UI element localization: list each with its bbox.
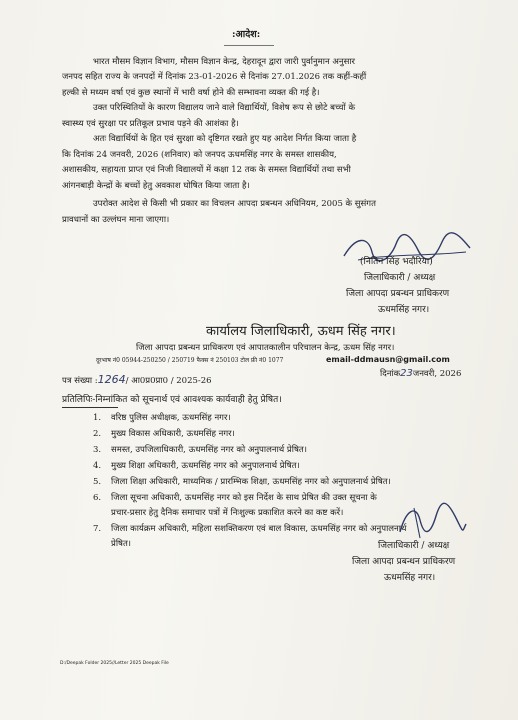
signatory-designation: जिलाधिकारी / अध्यक्ष <box>364 273 436 283</box>
office-subtitle: जिला आपदा प्रबन्धन प्राधिकरण एवं आपातकालीन परिचालन केन्द्र, ऊधम सिंह नगर। <box>136 343 395 353</box>
para3-line1: अतः विद्यार्थियों के हित एवं सुरक्षा को दृष्टिगत रखते हुए यह आदेश निर्गत किया जाता है <box>93 134 357 144</box>
para3-line2: कि दिनांक 24 जनवरी, 2026 (शनिवार) को जनपद ऊधमसिंह नगर के समस्त शासकीय, <box>62 150 337 160</box>
footer-file-path: D:/Deepak Folder 2025//Letter 2025 Deepak File <box>60 661 169 666</box>
signatory2-designation: जिलाधिकारी / अध्यक्ष <box>378 541 450 551</box>
order-heading: :आदेश: <box>232 29 261 40</box>
copy-item-2: मुख्य विकास अधिकारी, ऊधमसिंह नगर। <box>111 429 235 439</box>
para3-line3: अशासकीय, सहायता प्राप्त एवं निजी विद्यालयों में कक्षा 12 तक के समस्त विद्यार्थियों तथा सभी <box>62 165 351 175</box>
signatory2-location: ऊधमसिंह नगर। <box>384 573 436 583</box>
copy-item-7-line1: जिला कार्यक्रम अधिकारी, महिला सशक्तिकरण एवं बाल विकास, ऊधमसिंह नगर को अनुपालनार्थ <box>111 524 407 534</box>
para1-line3: हल्की से मध्यम वर्षा एवं कुछ स्थानों में भारी वर्षा होने की सम्भावना व्यक्त की गई है। <box>62 88 320 98</box>
copy-item-5: जिला शिक्षा अधिकारी, माध्यमिक / प्रारम्भिक शिक्षा, ऊधमसिंह नगर को अनुपालनार्थ प्रेषित। <box>111 477 391 487</box>
para1-line1: भारत मौसम विज्ञान विभाग, मौसम विज्ञान केन्द्र, देहरादून द्वारा जारी पुर्वानुमान अनुसार <box>93 57 356 67</box>
copy-item-6-line1: जिला सूचना अधिकारी, ऊधमसिंह नगर को इस निर्देश के साथ प्रेषित की उक्त सूचना के <box>111 493 377 503</box>
copy-item-2-num: 2. <box>93 429 102 439</box>
copy-item-1: वरिष्ठ पुलिस अधीक्षक, ऊधमसिंह नगर। <box>111 413 231 423</box>
signatory2-authority: जिला आपदा प्रबन्धन प्राधिकरण <box>352 557 456 567</box>
office-title: कार्यालय जिलाधिकारी, ऊधम सिंह नगर। <box>206 324 396 339</box>
date-prefix: दिनांक <box>380 369 401 379</box>
copy-heading-underline <box>62 407 118 408</box>
para3-line4: आंगनबाड़ी केन्द्रों के बच्चों हेतु अवकाश घोषित किया जाता है। <box>62 181 250 191</box>
ref-prefix: पत्र संख्या : <box>62 376 98 386</box>
para2-line1: उक्त परिस्थितियों के कारण विद्यालय जाने वाले विद्यार्थियों, विशेष रूप से छोटे बच्चों के <box>93 103 355 113</box>
ref-handwritten: 1264 <box>97 373 126 386</box>
office-email: email-ddmausn@gmail.com <box>326 355 450 364</box>
signatory-name: (नितिन सिंह भदौरिया) <box>360 257 433 267</box>
signature-scribble-2 <box>390 498 470 540</box>
copy-item-1-num: 1. <box>93 413 102 423</box>
copy-item-3: समस्त, उपजिलाधिकारी, ऊधमसिंह नगर को अनुपालनार्थ प्रेषित। <box>111 445 307 455</box>
letter-date <box>380 369 461 379</box>
heading-underline <box>224 45 274 46</box>
signatory-authority: जिला आपदा प्रबन्धन प्राधिकरण <box>346 289 450 299</box>
copy-item-4-num: 4. <box>93 461 102 471</box>
para4-line1: उपरोक्त आदेश से किसी भी प्रकार का विचलन आपदा प्रबन्धन अधिनियम, 2005 के सुसंगत <box>93 199 376 209</box>
office-contact: दूरभाष नं0 05944-250250 / 250719 फैक्स नं 250103 टोल फ्री नं0 1077 <box>96 357 284 364</box>
para2-line2: स्वास्थ्य एवं सुरक्षा पर प्रतिकूल प्रभाव पड़ने की आशंका है। <box>62 119 239 129</box>
copy-item-7-line2: प्रेषित। <box>111 539 132 549</box>
copy-item-3-num: 3. <box>93 445 102 455</box>
para4-line2: प्रावधानों का उल्लंघन माना जाएगा। <box>62 215 170 225</box>
date-suffix: जनवरी, 2026 <box>412 369 462 379</box>
copy-item-6-line2: प्रचार-प्रसार हेतु दैनिक समाचार पत्रों में निःशुल्क प्रकाशित करने का कष्ट करें। <box>111 508 344 518</box>
ref-suffix: / आ0प्र0प्रा0 / 2025-26 <box>125 376 212 386</box>
signatory-location: ऊधमसिंह नगर। <box>378 305 430 315</box>
copy-heading: प्रतिलिपिः-निम्नांकित को सूचनार्थ एवं आवश्यक कार्यवाही हेतु प्रेषित। <box>62 395 282 405</box>
date-handwritten: 23 <box>400 368 413 379</box>
copy-item-4: मुख्य शिक्षा अधिकारी, ऊधमसिंह नगर को अनुपालनार्थ प्रेषित। <box>111 461 300 471</box>
copy-item-5-num: 5. <box>93 477 102 487</box>
copy-item-7-num: 7. <box>93 524 102 534</box>
reference-number <box>62 374 212 386</box>
copy-item-6-num: 6. <box>93 493 102 503</box>
para1-line2: जनपद सहित राज्य के जनपदों में दिनांक 23-01-2026 से दिनांक 27.01.2026 तक कहीं-कहीं <box>62 72 367 82</box>
